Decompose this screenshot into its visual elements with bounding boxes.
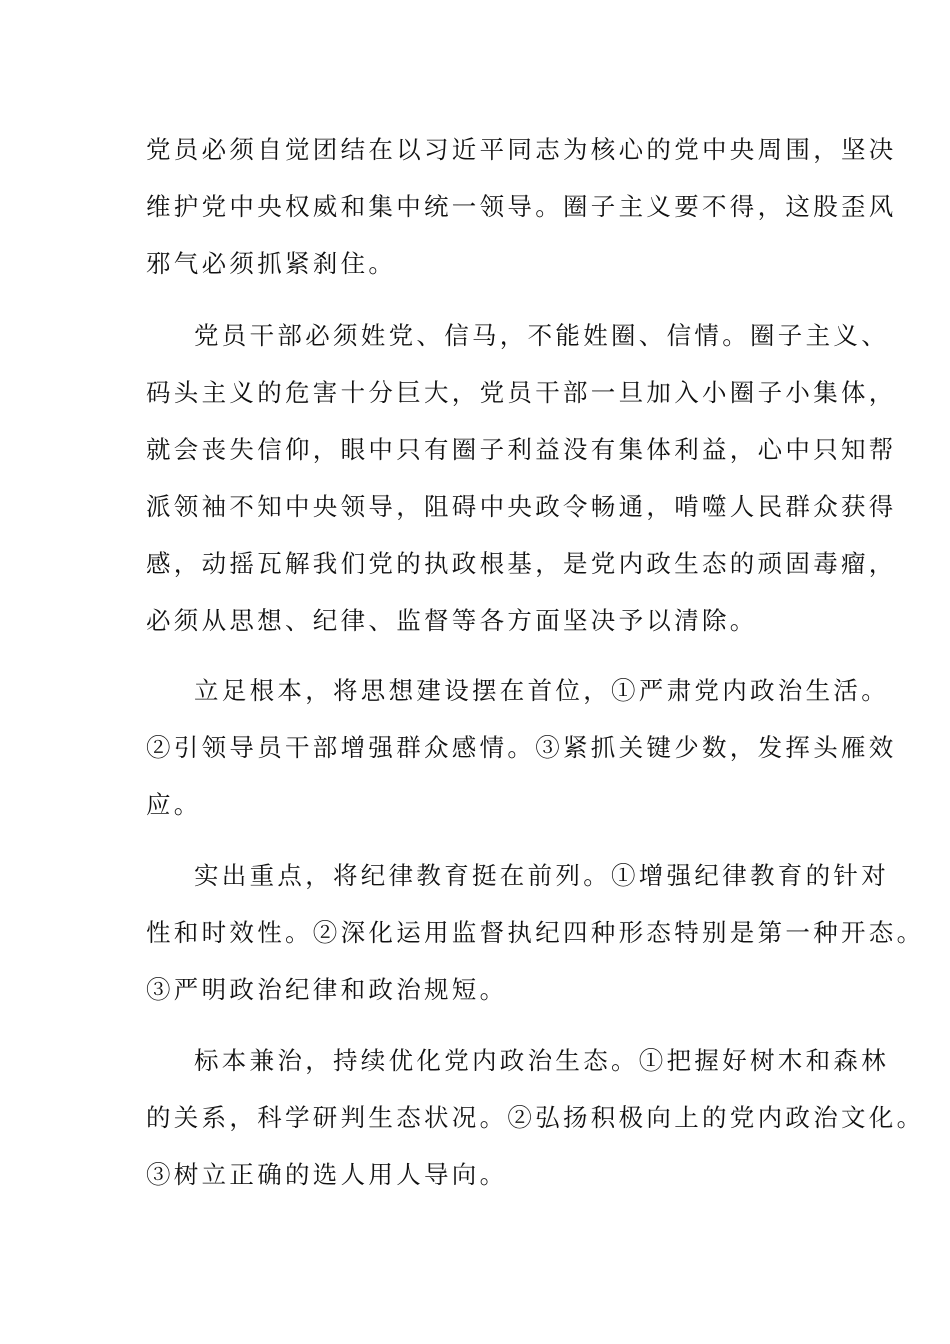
text-line: ③严明政治纪律和政治规短。 [146,975,508,1004]
text-line: 感，动摇瓦解我们党的执政根基，是党内政生态的顽固毒瘤， [146,549,897,578]
text-line: 立足根本，将思想建设摆在首位，①严肃党内政治生活。 [194,676,889,705]
text-line: ③树立正确的选人用人导向。 [146,1160,508,1189]
text-line: 邪气必须抓紧刹住。 [146,249,397,278]
text-line: 派领袖不知中央领导，阻碍中央政令畅通，啃噬人民群众获得 [146,492,897,521]
text-line: ②引领导员干部增强群众感情。③紧抓关键少数，发挥头雁效 [146,733,897,762]
text-line: 的关系，科学研判生态状况。②弘扬积极向上的党内政治文化。 [146,1103,925,1132]
text-line: 必须从思想、纪律、监督等各方面坚决予以清除。 [146,606,758,635]
text-line: 码头主义的危害十分巨大，党员干部一旦加入小圈子小集体， [146,378,897,407]
text-line: 应。 [146,790,202,819]
text-line: 党员干部必须姓党、信马，不能姓圈、信情。圈子主义、 [194,321,889,350]
text-line: 实出重点，将纪律教育挺在前列。①增强纪律教育的针对 [194,861,889,890]
text-line: 性和时效性。②深化运用监督执纪四种形态特别是第一种开态。 [146,918,925,947]
text-line: 就会丧失信仰，眼中只有圈子利益没有集体利益，心中只知帮 [146,435,897,464]
text-line: 党员必须自觉团结在以习近平同志为核心的党中央周围，坚决 [146,135,897,164]
text-line: 标本兼治，持续优化党内政治生态。①把握好树木和森林 [194,1046,889,1075]
text-line: 维护党中央权威和集中统一领导。圈子主义要不得，这股歪风 [146,192,897,221]
